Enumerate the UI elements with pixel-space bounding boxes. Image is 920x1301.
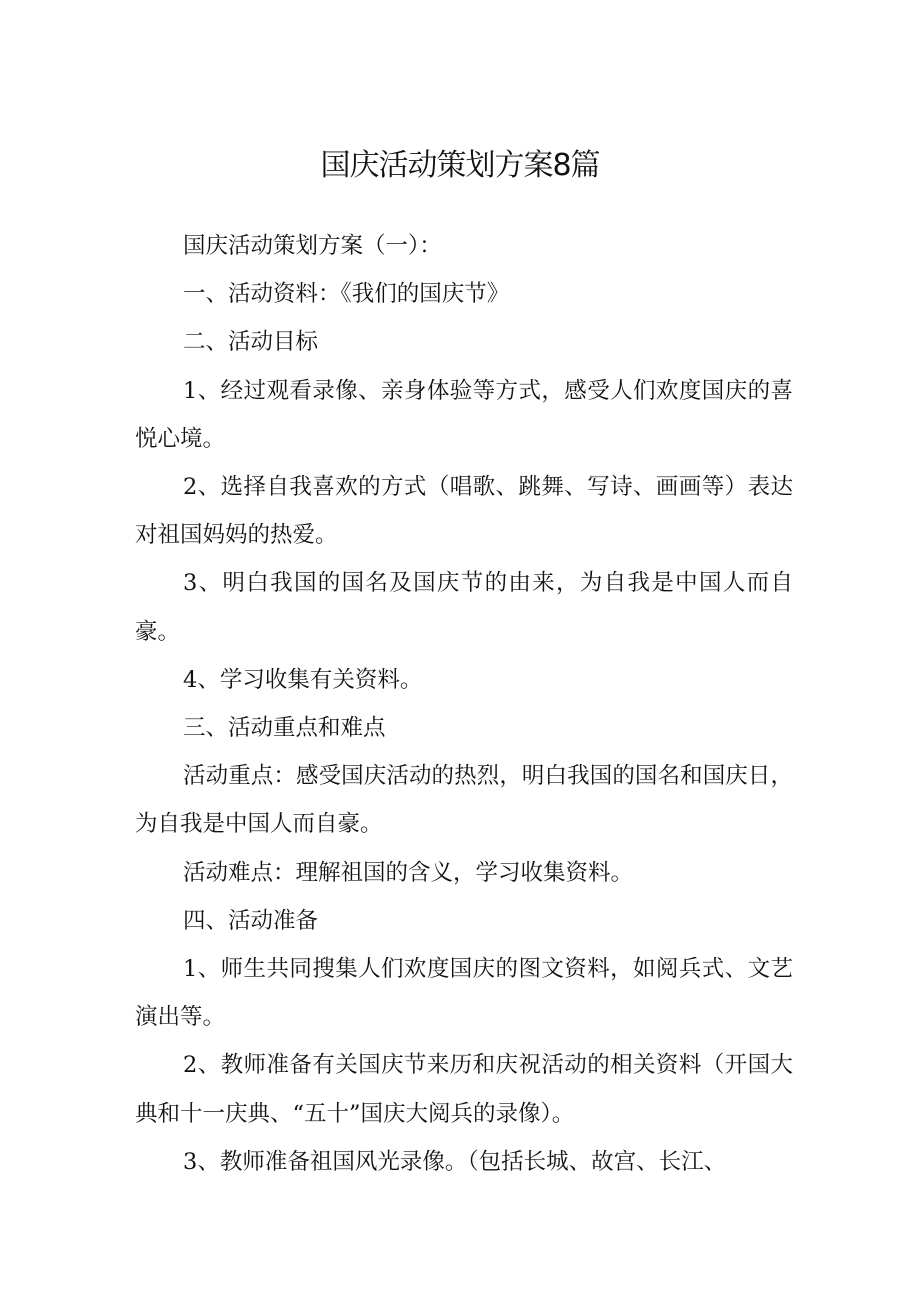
document-title: 国庆活动策划方案8篇 <box>320 148 600 183</box>
paragraph-preparation-3: 3、教师准备祖国风光录像。（包括长城、故宫、长江、 <box>183 1148 727 1175</box>
paragraph-preparation-1: 1、师生共同搜集人们欢度国庆的图文资料，如阅兵式、文艺演出等。 <box>135 956 793 1031</box>
paragraph-heading-preparation: 四、活动准备 <box>183 907 319 934</box>
paragraph-goal-1: 1、经过观看录像、亲身体验等方式，感受人们欢度国庆的喜悦心境。 <box>135 377 793 452</box>
paragraph-goal-4: 4、学习收集有关资料。 <box>183 666 423 693</box>
document-body <box>135 222 793 1186</box>
paragraph-preparation-2: 2、教师准备有关国庆节来历和庆祝活动的相关资料（开国大典和十一庆典、“五十”国庆大阅兵的录像）。 <box>135 1052 793 1127</box>
paragraph-difficult-point: 活动难点：理解祖国的含义，学习收集资料。 <box>183 859 634 886</box>
paragraph-heading-goals: 二、活动目标 <box>183 329 319 356</box>
paragraph-goal-3: 3、明白我国的国名及国庆节的由来，为自我是中国人而自豪。 <box>135 570 793 645</box>
paragraph-activity-material: 一、活动资料：《我们的国庆节》 <box>183 281 510 308</box>
paragraph-key-point: 活动重点：感受国庆活动的热烈，明白我国的国名和国庆日，为自我是中国人而自豪。 <box>135 763 793 838</box>
paragraph-heading-key-points: 三、活动重点和难点 <box>183 715 386 742</box>
paragraph-goal-2: 2、选择自我喜欢的方式（唱歌、跳舞、写诗、画画等）表达对祖国妈妈的热爱。 <box>135 474 793 549</box>
paragraph-section-heading: 国庆活动策划方案（一）： <box>183 233 442 259</box>
